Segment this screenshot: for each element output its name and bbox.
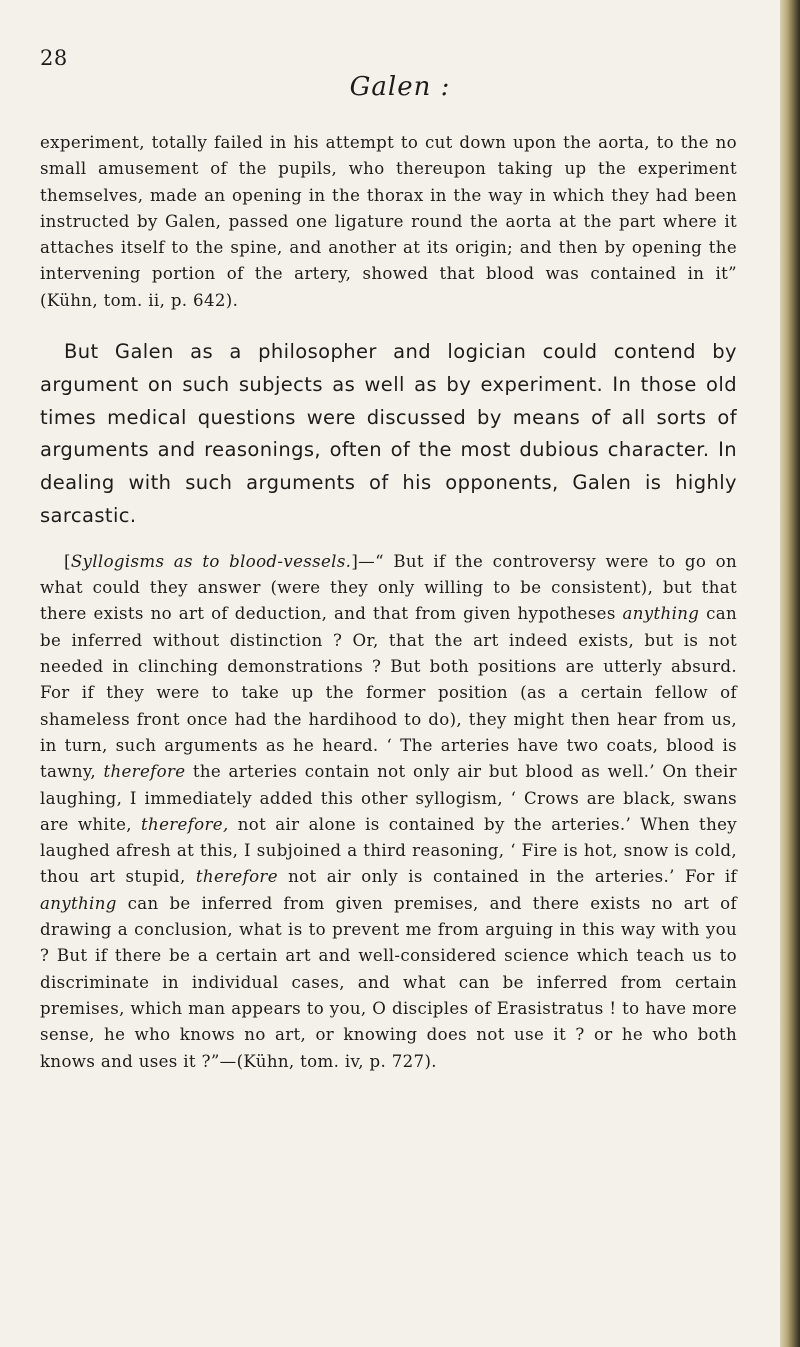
page-edge-shadow [780,0,800,1347]
emphasis: anything [622,604,700,624]
emphasis: anything [40,893,117,913]
emphasis: therefore [195,867,278,887]
text-segment: the arteries contain not only air but blood as well.’ On their laughing, I immediately added this other syllogism, ‘ Crows are black, swans are white, [40,762,737,834]
emphasis: therefore, [141,814,229,834]
paragraph-galen-logician: But Galen as a philosopher and logician could contend by argument on such subjects as well as by experiment. In those old times medical questions were discussed by means of all sorts of arguments and reasonings, often of the most dubious character. In dealing with such arguments of his opponents, Galen is highly sarcastic. [40,340,737,528]
paragraph-syllogisms [40,549,737,1075]
text-segment: not air alone is contained by the arteries.’ When they laughed afresh at this, I subjoined a third reasoning, ‘ Fire is hot, snow is cold, thou art stupid, [40,814,737,887]
text-segment: ]—“ But if the controversy were to go on what could they answer (were they only willing to be consistent), but that there exists no art of deduction, and that from given hypotheses [40,551,737,624]
running-title: Galen : [349,72,451,102]
text-segment: can be inferred without distinction ? Or, that the art indeed exists, but is not needed in clinching demonstrations ? But both positions are utterly absurd. For if they were to take up the former position (as a certain fellow of shameless front once had the hardihood to do), they might then hear from us, in turn, such arguments as he heard. ‘ The arteries have two coats, blood is tawny, [40,604,737,782]
side-heading: Syllogisms as to blood-vessels. [70,551,352,571]
emphasis: therefore [103,762,186,782]
text-segment: not air only is contained in the arteries.’ For if [277,867,738,887]
paragraph-continuation: experiment, totally failed in his attempt to cut down upon the aorta, to the no small amusement of the pupils, who thereupon taking up the experiment themselves, made an opening in the thorax in the way in which they had been instructed by Galen, passed one ligature round the aorta at the part where it attaches itself to the spine, and another at its origin; and then by opening the intervening portion of the artery, showed that blood was contained in it” (Kühn, tom. ii, p. 642). [40,133,737,310]
bracket-open: [ [64,551,71,571]
body-text [40,130,737,1075]
page-number: 28 [40,46,68,70]
text-segment: can be inferred from given premises, and there exists no art of drawing a conclusion, what is to prevent me from arguing in this way with you ? But if there be a certain art and well-considered science which teach us to discriminate in individual cases, and what can be inferred from certain premises, which man appears to you, O disciples of Erasistratus ! to have more sense, he who knows no art, or knowing does not use it ? or he who both knows and uses it ?”—(Kühn, tom. iv, p. 727). [40,893,737,1071]
